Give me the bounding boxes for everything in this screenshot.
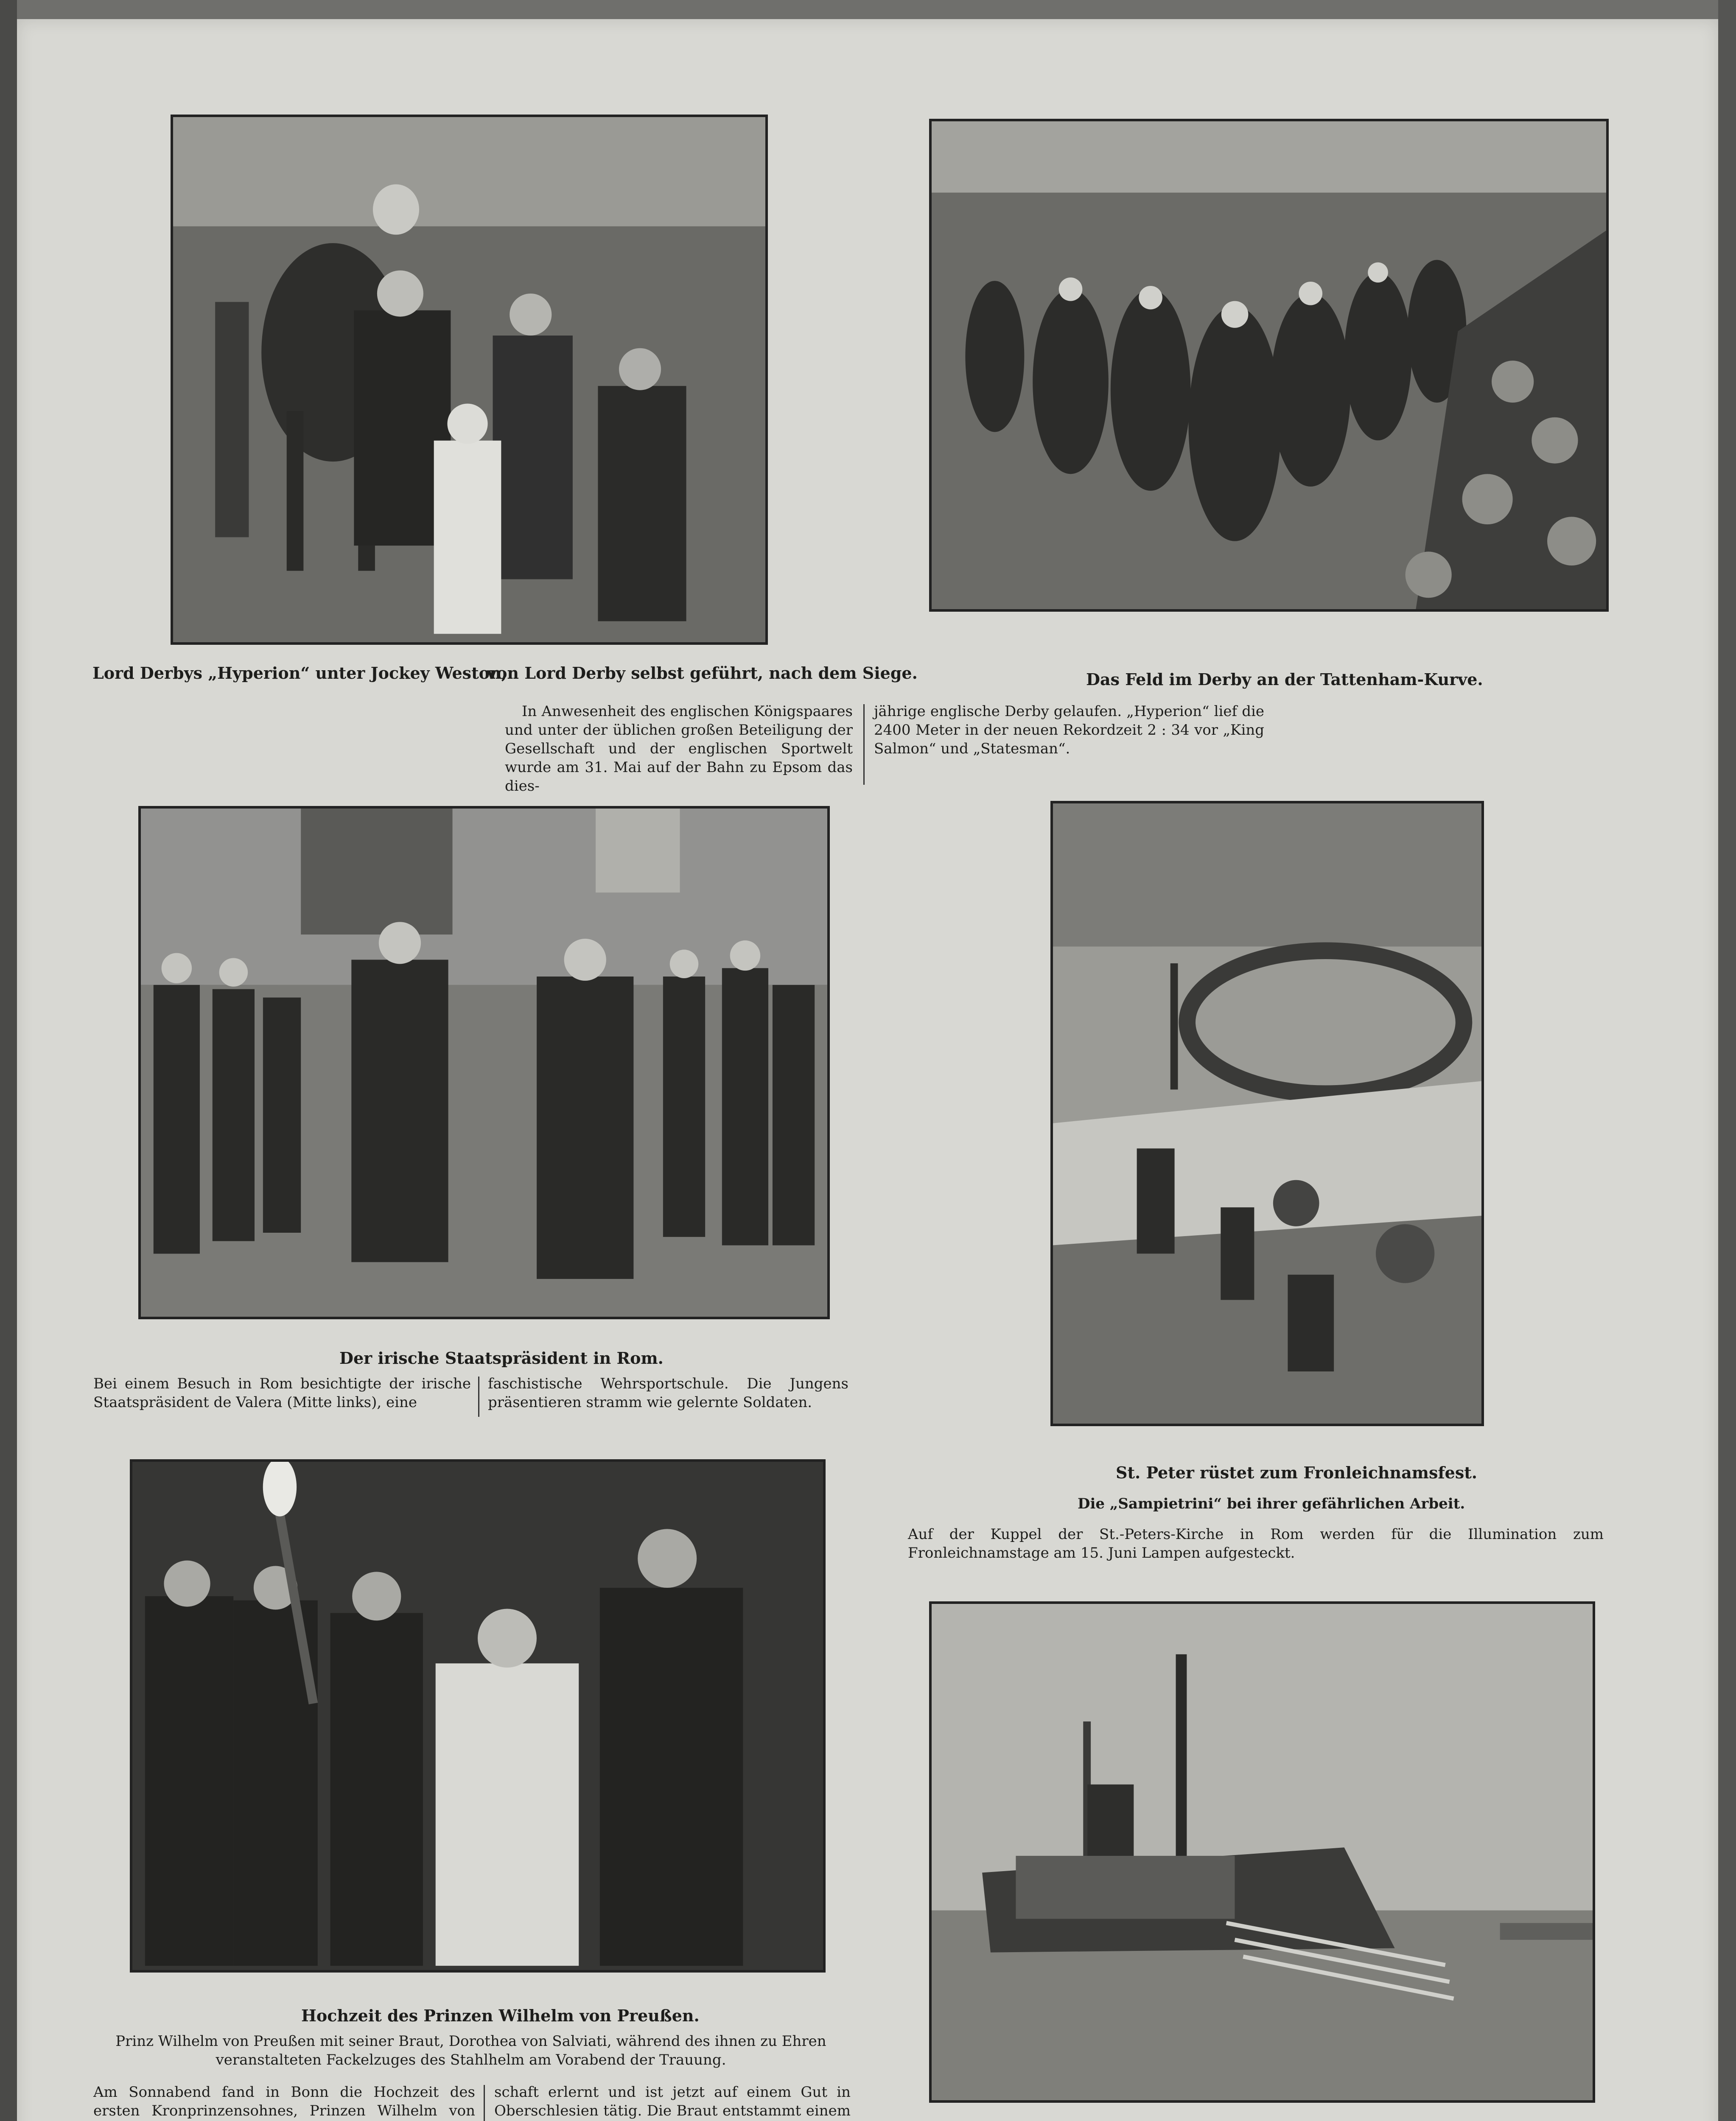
photo-ship-drawing xyxy=(932,1604,1593,2100)
text-st-peter: Auf der Kuppel der St.-Peters-Kirche in Rom werden für die Illumination zum Fronleichnamstage am 15. Juni Lampen aufgesteckt. xyxy=(908,1526,1604,1561)
photo-hyperion xyxy=(171,115,768,645)
text-wedding-right: schaft erlernt und ist jetzt auf einem Gut in Oberschlesien tätig. Die Braut entstammt einem xyxy=(494,2084,851,2119)
text-derby-left: In Anwesenheit des englischen Königspaares und unter der üblichen großen Beteiligung der Gesellschaft und der englischen Sportwelt wurde am 31. Mai auf der Bahn zu Epsom das dies- xyxy=(505,703,853,795)
photo-wedding-drawing xyxy=(132,1462,823,1970)
subcaption-st-peter: Die „Sampietrini“ bei ihrer gefährlichen Arbeit. xyxy=(1078,1495,1465,1512)
photo-irish-president xyxy=(138,806,830,1319)
scan-edge-right xyxy=(1718,0,1736,2121)
text-irish-left: Bei einem Besuch in Rom besichtigte der irische Staatspräsident de Valera (Mitte links), eine xyxy=(93,1375,471,1411)
caption-irish-president: Der irische Staatspräsident in Rom. xyxy=(339,1349,664,1368)
photo-ship xyxy=(929,1601,1595,2103)
photo-st-peter xyxy=(1050,801,1484,1426)
text-irish-right: faschistische Wehrsportschule. Die Jungens präsentieren stramm wie gelernte Soldaten. xyxy=(488,1375,848,1411)
caption-hyperion-right: von Lord Derby selbst geführt, nach dem Siege. xyxy=(487,663,918,683)
newspaper-page xyxy=(17,19,1718,2121)
subtext-wedding: Prinz Wilhelm von Preußen mit seiner Braut, Dorothea von Salviati, während des ihnen zu Ehren veranstalteten Fackelzuges des Stahlhelm am Vorabend der Trauung. xyxy=(115,2033,826,2068)
text-derby-right: jährige englische Derby gelaufen. „Hyperion“ lief die 2400 Meter in der neuen Rekordzeit 2 : 34 vor „King Salmon“ und „Statesman“. xyxy=(874,703,1264,757)
scan-edge-left xyxy=(0,0,17,2121)
column-rule-wedding xyxy=(484,2085,485,2121)
column-rule-derby xyxy=(863,704,865,785)
column-rule-irish xyxy=(478,1377,479,1417)
caption-derby-field: Das Feld im Derby an der Tattenham-Kurve. xyxy=(1086,670,1483,689)
photo-st-peter-drawing xyxy=(1053,803,1481,1424)
photo-derby-field xyxy=(929,119,1609,612)
caption-wedding: Hochzeit des Prinzen Wilhelm von Preußen. xyxy=(301,2006,700,2025)
photo-wedding xyxy=(130,1459,826,1973)
photo-irish-president-drawing xyxy=(141,809,827,1317)
photo-hyperion-drawing xyxy=(173,117,765,642)
caption-hyperion-left: Lord Derbys „Hyperion“ unter Jockey Weston, xyxy=(92,663,507,683)
photo-derby-field-drawing xyxy=(932,121,1606,609)
text-wedding-left: Am Sonnabend fand in Bonn die Hochzeit des ersten Kronprinzensohnes, Prinzen Wilhelm von xyxy=(93,2084,475,2119)
caption-st-peter: St. Peter rüstet zum Fronleichnamsfest. xyxy=(1116,1463,1478,1482)
